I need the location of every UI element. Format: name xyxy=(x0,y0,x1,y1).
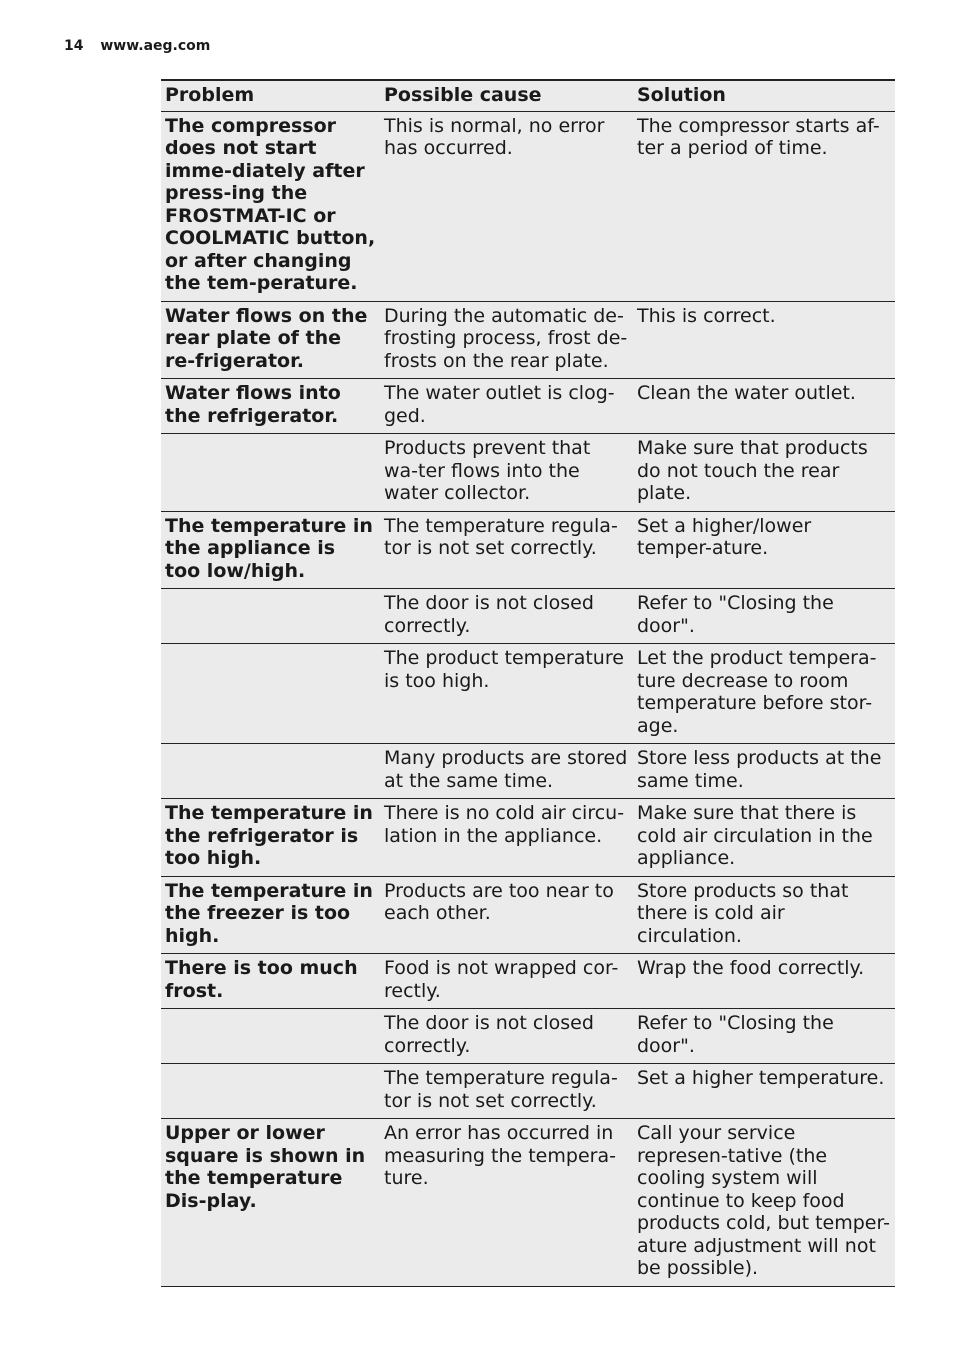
troubleshooting-table xyxy=(161,79,895,1287)
solution-cell: The compressor starts af-ter a period of time. xyxy=(633,111,895,301)
solution-cell: Clean the water outlet. xyxy=(633,379,895,434)
page-header xyxy=(64,38,210,54)
website-url: www.aeg.com xyxy=(100,38,211,54)
cause-cell: The temperature regula-tor is not set correctly. xyxy=(380,1064,633,1119)
table-row xyxy=(161,644,895,744)
problem-cell xyxy=(161,434,380,512)
table-row xyxy=(161,111,895,301)
problem-cell xyxy=(161,589,380,644)
table-row xyxy=(161,799,895,877)
cause-cell: The product temperature is too high. xyxy=(380,644,633,744)
problem-cell: The temperature in the appliance is too low/high. xyxy=(161,511,380,589)
solution-cell: This is correct. xyxy=(633,301,895,379)
table-row xyxy=(161,589,895,644)
table-row xyxy=(161,434,895,512)
solution-cell: Refer to "Closing the door". xyxy=(633,1009,895,1064)
column-header-problem: Problem xyxy=(161,80,380,111)
problem-cell xyxy=(161,1064,380,1119)
solution-cell: Wrap the food correctly. xyxy=(633,954,895,1009)
cause-cell: The water outlet is clog-ged. xyxy=(380,379,633,434)
table-row xyxy=(161,954,895,1009)
cause-cell: There is no cold air circu-lation in the appliance. xyxy=(380,799,633,877)
cause-cell: The door is not closed correctly. xyxy=(380,1009,633,1064)
problem-cell: The temperature in the freezer is too high. xyxy=(161,876,380,954)
solution-cell: Make sure that products do not touch the rear plate. xyxy=(633,434,895,512)
table-row xyxy=(161,876,895,954)
cause-cell: During the automatic de-frosting process, frost de-frosts on the rear plate. xyxy=(380,301,633,379)
solution-cell: Make sure that there is cold air circulation in the appliance. xyxy=(633,799,895,877)
problem-cell: Water flows into the refrigerator. xyxy=(161,379,380,434)
problem-cell xyxy=(161,644,380,744)
table-row xyxy=(161,1009,895,1064)
solution-cell: Let the product tempera-ture decrease to room temperature before stor-age. xyxy=(633,644,895,744)
cause-cell: Products are too near to each other. xyxy=(380,876,633,954)
table-row xyxy=(161,511,895,589)
solution-cell: Call your service represen-tative (the cooling system will continue to keep food products cold, but temper-ature adjustment will not be possible). xyxy=(633,1119,895,1287)
problem-cell: There is too much frost. xyxy=(161,954,380,1009)
problem-cell: The compressor does not start imme-diately after press-ing the FROSTMAT-IC or COOLMATIC button, or after changing the tem-perature. xyxy=(161,111,380,301)
problem-cell xyxy=(161,744,380,799)
solution-cell: Store products so that there is cold air circulation. xyxy=(633,876,895,954)
problem-cell: Upper or lower square is shown in the temperature Dis-play. xyxy=(161,1119,380,1287)
solution-cell: Set a higher temperature. xyxy=(633,1064,895,1119)
problem-cell: Water flows on the rear plate of the re-frigerator. xyxy=(161,301,380,379)
solution-cell: Store less products at the same time. xyxy=(633,744,895,799)
cause-cell: The door is not closed correctly. xyxy=(380,589,633,644)
column-header-cause: Possible cause xyxy=(380,80,633,111)
cause-cell: Products prevent that wa-ter flows into the water collector. xyxy=(380,434,633,512)
cause-cell: The temperature regula-tor is not set correctly. xyxy=(380,511,633,589)
table-row xyxy=(161,301,895,379)
page-number: 14 xyxy=(64,38,84,54)
cause-cell: Many products are stored at the same time. xyxy=(380,744,633,799)
table-row xyxy=(161,379,895,434)
problem-cell xyxy=(161,1009,380,1064)
table-row xyxy=(161,744,895,799)
cause-cell: Food is not wrapped cor-rectly. xyxy=(380,954,633,1009)
table-row xyxy=(161,1119,895,1287)
column-header-solution: Solution xyxy=(633,80,895,111)
solution-cell: Refer to "Closing the door". xyxy=(633,589,895,644)
table-row xyxy=(161,1064,895,1119)
cause-cell: An error has occurred in measuring the tempera-ture. xyxy=(380,1119,633,1287)
cause-cell: This is normal, no error has occurred. xyxy=(380,111,633,301)
solution-cell: Set a higher/lower temper-ature. xyxy=(633,511,895,589)
problem-cell: The temperature in the refrigerator is too high. xyxy=(161,799,380,877)
table-header-row xyxy=(161,80,895,111)
